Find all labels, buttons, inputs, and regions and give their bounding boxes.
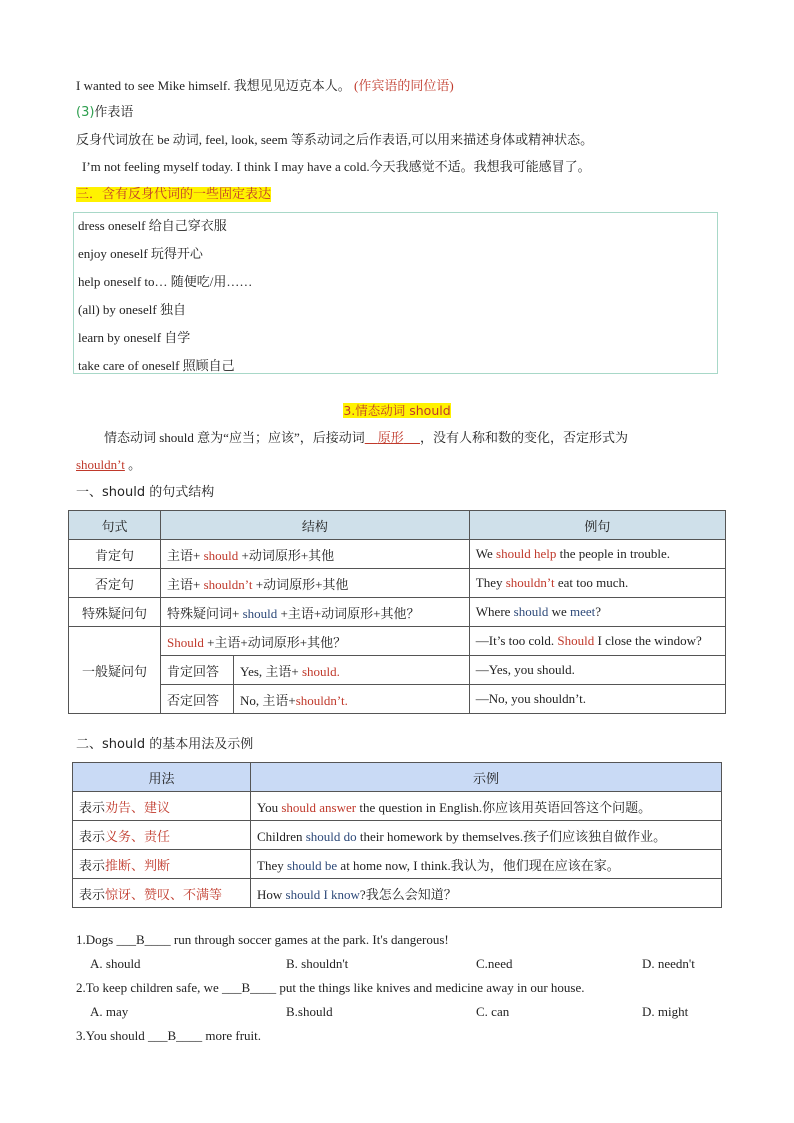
row-structure: Should +主语+动词原形+其他？	[161, 627, 470, 656]
exercise-q1-option: D. needn't	[642, 956, 695, 971]
table-header-row	[69, 511, 726, 540]
table-header: 用法	[73, 763, 251, 792]
section-3-heading-text: 三．含有反身代词的一些固定表达	[76, 187, 272, 202]
exercise-q1-option: A. should	[90, 956, 141, 971]
modal-desc-b: ，没有人称和数的变化，否定形式为	[419, 430, 628, 445]
usage-table	[72, 762, 722, 908]
row-example: —It’s too cold. Should I close the window?	[469, 627, 725, 656]
usage-label: 表示惊讶、赞叹、不满等	[73, 879, 251, 908]
row-example: —No, you shouldn’t.	[469, 685, 725, 714]
phrase-item: learn by oneself 自学	[78, 330, 191, 345]
table-row	[73, 792, 722, 821]
subheading-3-number: (3)	[76, 105, 95, 120]
modal-desc-end: 。	[128, 457, 142, 472]
exercise-q1: 1.Dogs ___B____ run through soccer games at the park. It's dangerous!	[76, 932, 449, 947]
table-header: 结构	[161, 511, 470, 540]
row-example: Where should we meet?	[469, 598, 725, 627]
usage-label: 表示推断、判断	[73, 850, 251, 879]
modal-desc-a: 情态动词 should 意为“应当；应该”，后接动词	[104, 430, 365, 445]
table-row	[73, 879, 722, 908]
row-structure: 主语+ should +动词原形+其他	[161, 540, 470, 569]
usage-label: 表示劝告、建议	[73, 792, 251, 821]
phrase-item: enjoy oneself 玩得开心	[78, 246, 203, 261]
table-header-row	[73, 763, 722, 792]
usage-example: You should answer the question in English.你应该用英语回答这个问题。	[251, 792, 722, 821]
sentence-structure-table	[68, 510, 726, 714]
usage-example: They should be at home now, I think.我认为，他们现在应该在家。	[251, 850, 722, 879]
exercise-q2-option: D. might	[642, 1004, 689, 1019]
row-example: —Yes, you should.	[469, 656, 725, 685]
intro-line-1-text: I wanted to see Mike himself. 我想见见迈克本人。	[76, 78, 351, 93]
usage-example: Children should do their homework by themselves.孩子们应该独自做作业。	[251, 821, 722, 850]
row-label: 否定句	[69, 569, 161, 598]
answer-label: 否定回答	[161, 685, 234, 714]
table-header: 示例	[251, 763, 722, 792]
table-row	[69, 569, 726, 598]
row-label: 特殊疑问句	[69, 598, 161, 627]
table-row	[69, 598, 726, 627]
intro-line-3: I’m not feeling myself today. I think I may have a cold.今天我感觉不适。我想我可能感冒了。	[82, 159, 591, 174]
usage-label: 表示义务、责任	[73, 821, 251, 850]
fixed-phrases-box	[73, 212, 718, 374]
answer-label: 肯定回答	[161, 656, 234, 685]
usage-example: How should I know?我怎么会知道？	[251, 879, 722, 908]
exercise-q2-option: C. can	[476, 1004, 510, 1019]
subheading-3-label: 作表语	[94, 105, 134, 120]
intro-line-1-note: (作宾语的同位语)	[354, 78, 454, 93]
exercise-q3: 3.You should ___B____ more fruit.	[76, 1028, 262, 1043]
intro-line-1	[76, 76, 454, 96]
table-row	[69, 685, 726, 714]
exercise-q1-option: B. shouldn't	[286, 956, 349, 971]
modal-title-wrap	[0, 401, 794, 419]
modal-desc-line-2	[76, 455, 141, 475]
table-row	[69, 656, 726, 685]
modal-desc-blank-text: 原形	[377, 430, 404, 445]
table-row	[69, 540, 726, 569]
section-3-heading	[76, 185, 271, 205]
exercise-q2: 2.To keep children safe, we ___B____ put the things like knives and medicine away in our house.	[76, 980, 585, 995]
table-1-heading: 一、should 的句式结构	[76, 485, 215, 500]
modal-title: 3.情态动词 should	[343, 403, 451, 418]
table-header: 句式	[69, 511, 161, 540]
table-row	[69, 627, 726, 656]
table-row	[73, 850, 722, 879]
exercise-q2-option: B.should	[286, 1004, 333, 1019]
table-2-heading: 二、should 的基本用法及示例	[76, 737, 254, 752]
modal-desc-line-1	[104, 428, 628, 448]
table-header: 例句	[469, 511, 725, 540]
exercise-q1-option: C.need	[476, 956, 513, 971]
table-row	[73, 821, 722, 850]
phrase-item: help oneself to… 随便吃/用……	[78, 274, 253, 289]
row-example: They shouldn’t eat too much.	[469, 569, 725, 598]
row-structure: 主语+ shouldn’t +动词原形+其他	[161, 569, 470, 598]
answer-structure: Yes, 主语+ should.	[234, 656, 470, 685]
subheading-3	[76, 103, 133, 123]
intro-line-2: 反身代词放在 be 动词, feel, look, seem 等系动词之后作表语,可以用来描述身体或精神状态。	[76, 132, 594, 147]
row-structure: 特殊疑问词+ should +主语+动词原形+其他？	[161, 598, 470, 627]
phrase-item: dress oneself 给自己穿衣服	[78, 218, 227, 233]
answer-structure: No, 主语+shouldn’t.	[234, 685, 470, 714]
exercise-q2-option: A. may	[90, 1004, 129, 1019]
modal-desc-blank	[365, 430, 420, 445]
row-label: 肯定句	[69, 540, 161, 569]
phrase-item: take care of oneself 照顾自己	[78, 358, 235, 373]
phrase-item: (all) by oneself 独自	[78, 302, 186, 317]
row-label: 一般疑问句	[69, 627, 161, 714]
modal-desc-neg: shouldn’t	[76, 457, 125, 472]
row-example: We should help the people in trouble.	[469, 540, 725, 569]
